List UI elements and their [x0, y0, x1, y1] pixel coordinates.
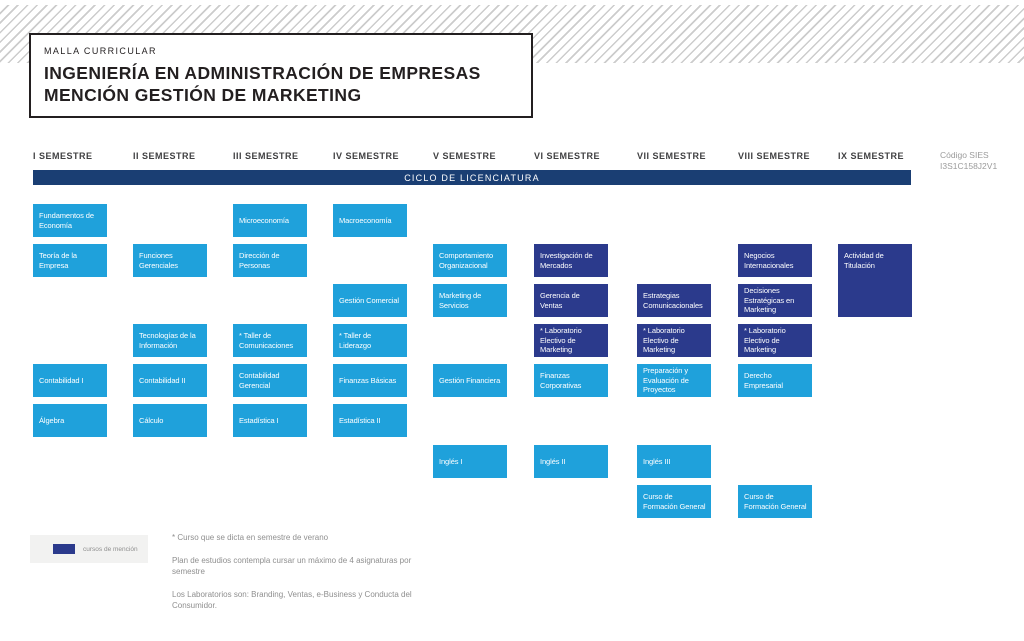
course-box: [738, 364, 812, 397]
semester-header: III SEMESTRE: [233, 151, 299, 161]
semester-header: V SEMESTRE: [433, 151, 497, 161]
course-box: [233, 364, 307, 397]
course-title: Curso de Formación General: [744, 492, 807, 511]
course-box: [637, 364, 711, 397]
course-title: * Taller de Comunicaciones: [239, 331, 294, 350]
sies-code: I3S1C158J2V1: [940, 160, 998, 171]
course-box: [333, 364, 407, 397]
course-box: [637, 324, 711, 357]
course-title: Finanzas Corporativas: [540, 371, 582, 390]
course-title: * Laboratorio Electivo de Marketing: [744, 326, 786, 355]
course-box: [738, 485, 812, 518]
course-box: [233, 204, 307, 237]
course-title: Decisiones Estratégicas en Marketing: [744, 286, 795, 315]
course-box: [534, 244, 608, 277]
program-title-line2: MENCIÓN GESTIÓN DE MARKETING: [44, 85, 362, 105]
course-box: [333, 284, 407, 317]
course-box: [738, 244, 812, 277]
course-box: [838, 244, 912, 317]
course-title: Investigación de Mercados: [540, 251, 593, 270]
course-box: [433, 284, 507, 317]
course-title: Estadística I: [239, 415, 279, 425]
course-title: * Laboratorio Electivo de Marketing: [540, 326, 582, 355]
sies-label: Código SIES: [940, 150, 989, 160]
course-title: Estadística II: [339, 415, 381, 425]
course-title: Dirección de Personas: [239, 251, 280, 270]
semester-header: IX SEMESTRE: [838, 151, 905, 161]
legend-label: cursos de mención: [83, 545, 138, 553]
course-title: Contabilidad Gerencial: [239, 371, 280, 390]
eyebrow-label: MALLA CURRICULAR: [44, 46, 157, 56]
course-box: [637, 485, 711, 518]
course-box: [133, 364, 207, 397]
course-box: [433, 364, 507, 397]
course-title: * Taller de Liderazgo: [339, 331, 372, 350]
course-box: [333, 324, 407, 357]
course-title: Macroeconomía: [339, 215, 392, 225]
course-box: [33, 244, 107, 277]
course-title: Álgebra: [39, 415, 65, 425]
course-box: [534, 284, 608, 317]
course-box: [534, 364, 608, 397]
course-title: Curso de Formación General: [643, 492, 706, 511]
course-title: Inglés I: [439, 456, 463, 466]
course-box: [738, 284, 812, 317]
title-box: [29, 33, 533, 118]
course-box: [133, 244, 207, 277]
course-box: [534, 324, 608, 357]
semester-header: VI SEMESTRE: [534, 151, 601, 161]
course-title: Actividad de Titulación: [844, 251, 884, 270]
semester-header: I SEMESTRE: [33, 151, 93, 161]
course-box: [133, 324, 207, 357]
course-title: Contabilidad I: [39, 375, 84, 385]
course-title: Funciones Gerenciales: [139, 251, 178, 270]
course-title: Inglés III: [643, 456, 671, 466]
course-box: [233, 404, 307, 437]
course-box: [637, 284, 711, 317]
course-title: Gestión Financiera: [439, 375, 501, 385]
course-title: Negocios Internacionales: [744, 251, 794, 270]
course-title: Estrategias Comunicacionales: [643, 291, 703, 310]
semester-header: IV SEMESTRE: [333, 151, 400, 161]
footnote-verano: * Curso que se dicta en semestre de verano: [172, 533, 329, 542]
course-title: Gerencia de Ventas: [540, 291, 580, 310]
course-box: [233, 244, 307, 277]
course-box: [433, 445, 507, 478]
course-box: [233, 324, 307, 357]
footnotes: [172, 532, 442, 623]
course-box: [333, 204, 407, 237]
course-title: * Laboratorio Electivo de Marketing: [643, 326, 685, 355]
semester-header: VIII SEMESTRE: [738, 151, 811, 161]
course-title: Comportamiento Organizacional: [439, 251, 494, 270]
course-box: [33, 404, 107, 437]
legend-box: [30, 535, 148, 563]
course-title: Derecho Empresarial: [744, 371, 783, 390]
course-title: Inglés II: [540, 456, 566, 466]
course-title: Contabilidad II: [139, 375, 186, 385]
course-title: Microeconomía: [239, 215, 289, 225]
course-box: [333, 404, 407, 437]
course-box: [433, 244, 507, 277]
course-title: Preparación y Evaluación de Proyectos: [643, 366, 689, 395]
course-title: Marketing de Servicios: [439, 291, 482, 310]
course-title: Fundamentos de Economía: [39, 211, 94, 230]
course-box: [33, 204, 107, 237]
program-title-line1: INGENIERÍA EN ADMINISTRACIÓN DE EMPRESAS: [44, 63, 481, 83]
semester-header: II SEMESTRE: [133, 151, 196, 161]
course-box: [33, 364, 107, 397]
course-box: [637, 445, 711, 478]
semester-header: VII SEMESTRE: [637, 151, 707, 161]
course-title: Teoría de la Empresa: [39, 251, 77, 270]
footnote-plan: Plan de estudios contempla cursar un máximo de 4 asignaturas por semestre: [172, 556, 412, 576]
course-box: [133, 404, 207, 437]
mencion-color-swatch: [53, 544, 75, 554]
course-box: [534, 445, 608, 478]
footnote-laboratorios: Los Laboratorios son: Branding, Ventas, e-Business y Conducta del Consumidor.: [172, 590, 412, 610]
course-title: Gestión Comercial: [339, 295, 399, 305]
course-title: Tecnologías de la Información: [139, 331, 196, 350]
sies-code-block: [940, 150, 997, 171]
course-title: Finanzas Básicas: [339, 375, 397, 385]
licenciatura-band: CICLO DE LICENCIATURA: [33, 170, 911, 185]
course-title: Cálculo: [139, 415, 164, 425]
course-box: [738, 324, 812, 357]
